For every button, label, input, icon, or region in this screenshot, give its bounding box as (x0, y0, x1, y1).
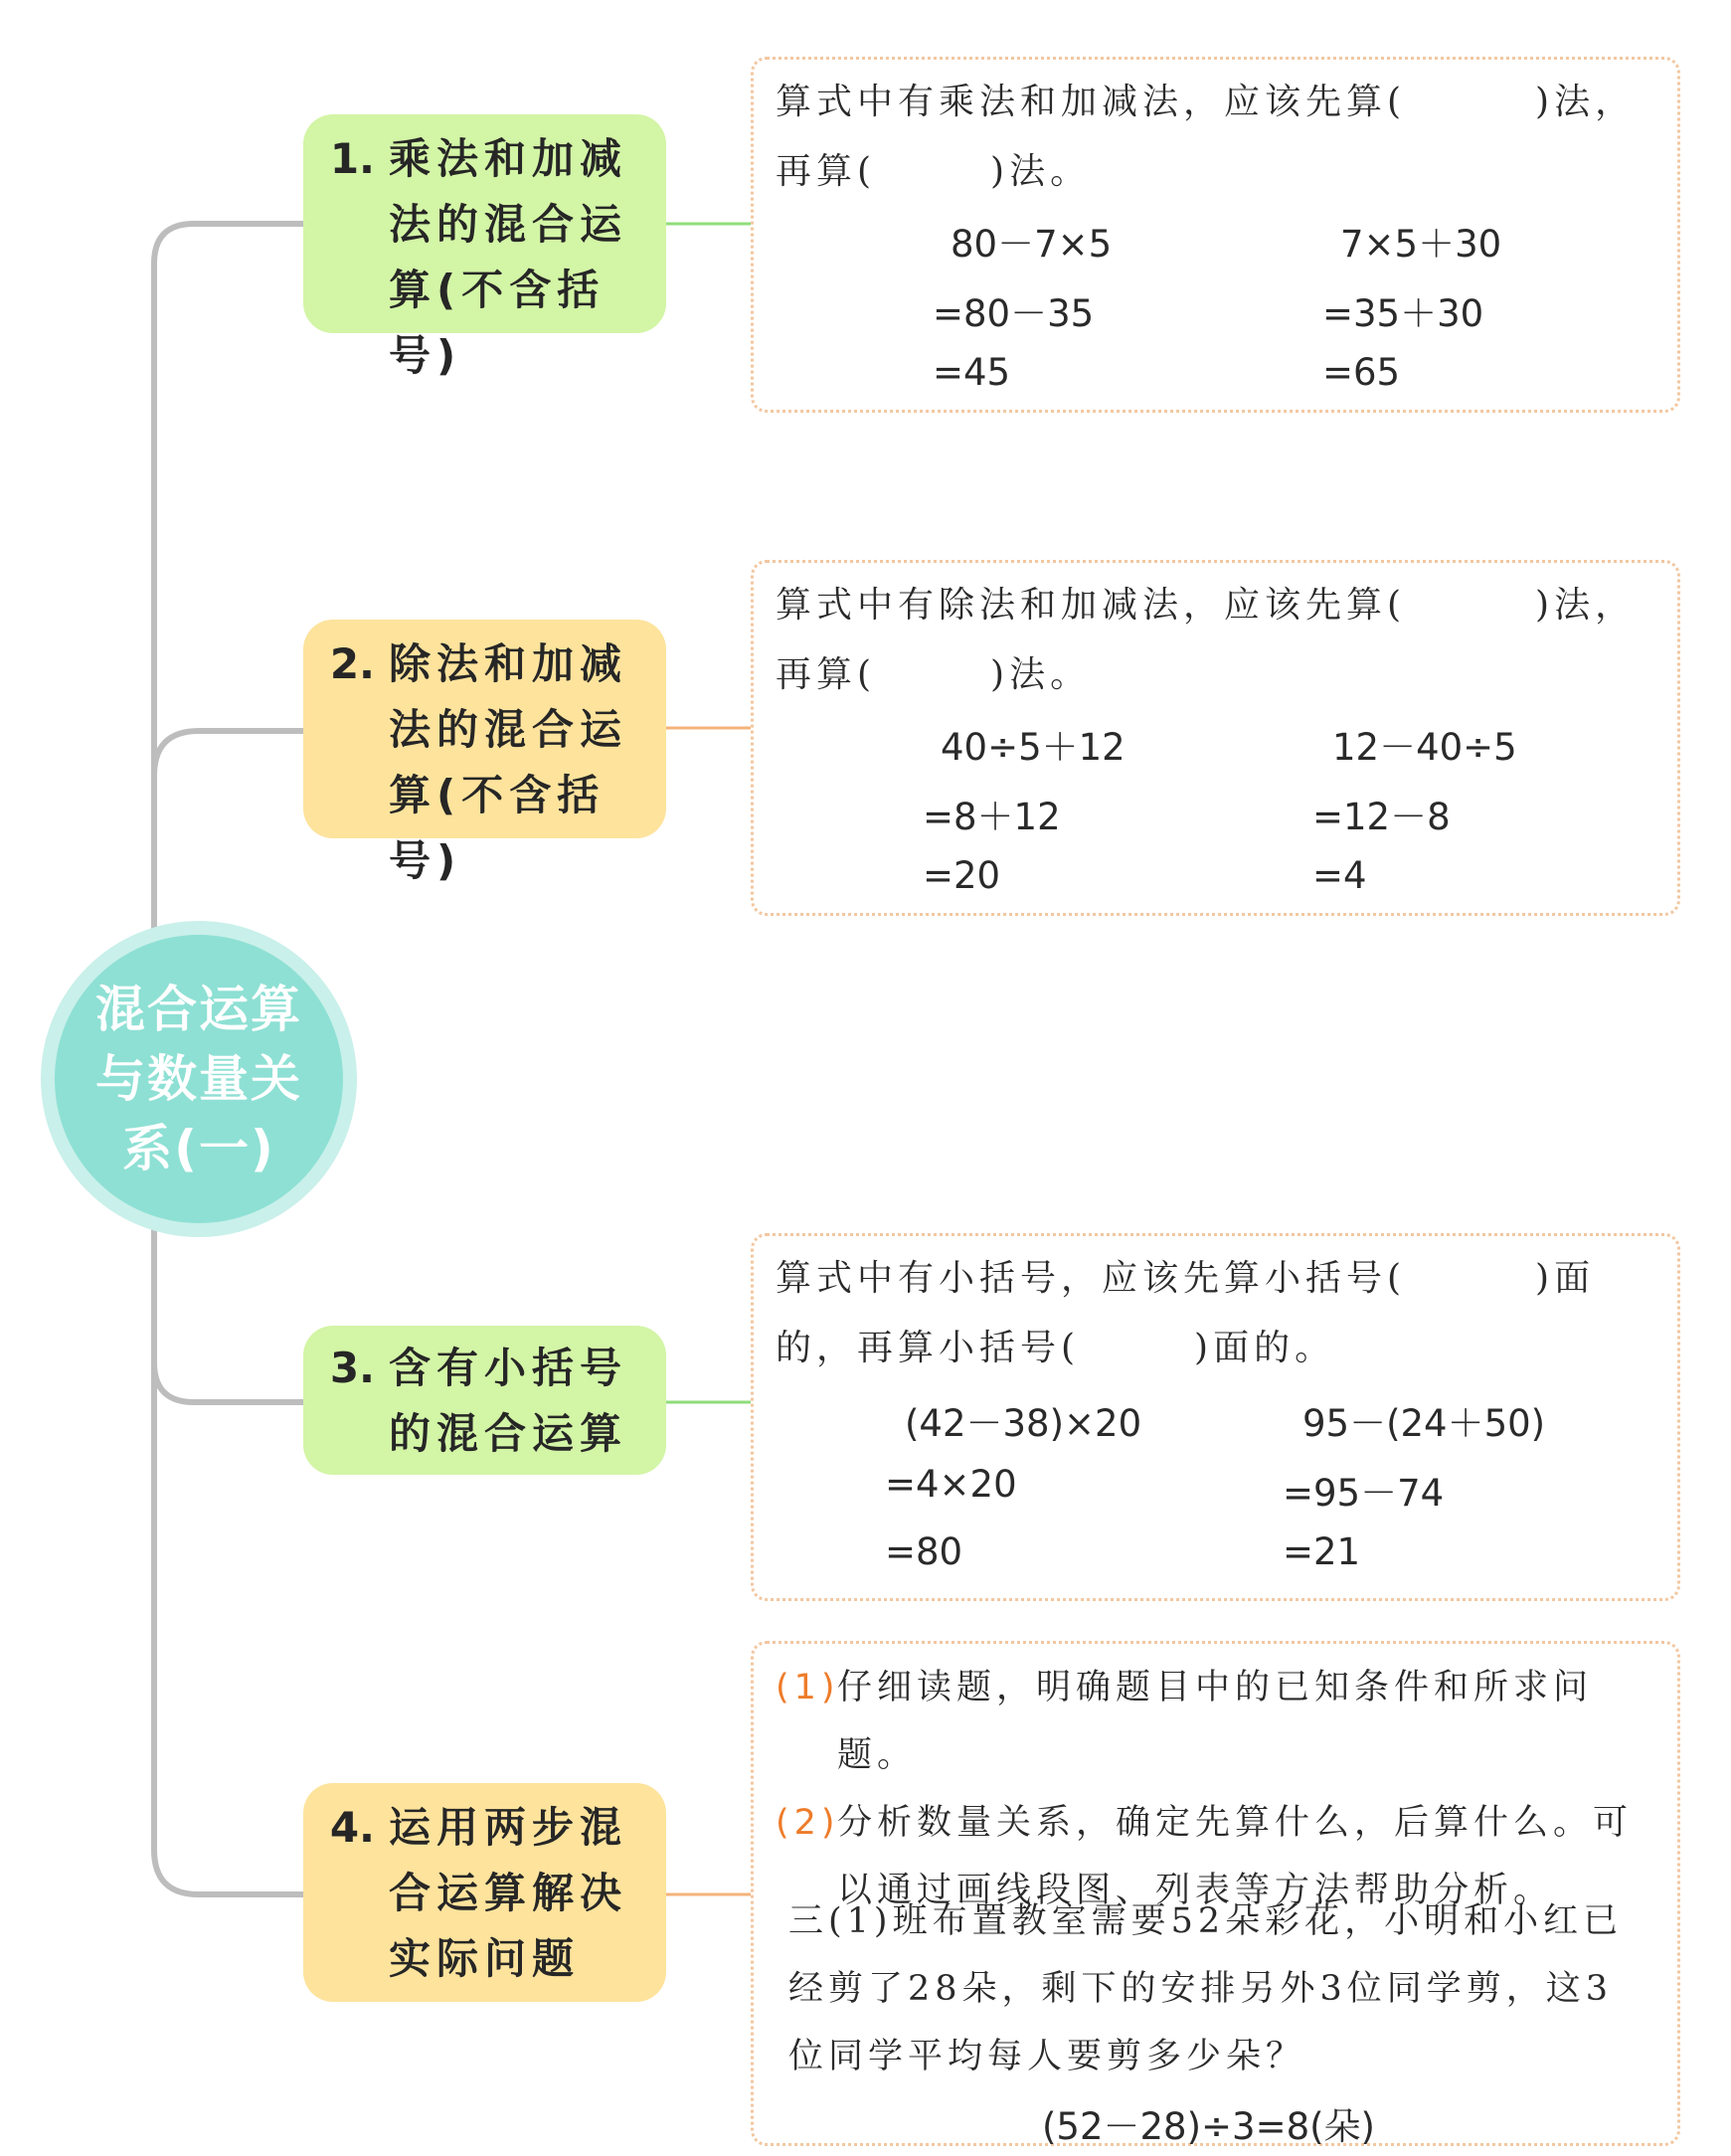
topic-number: 1. (329, 134, 375, 183)
calc-line: 80－7×5 (951, 223, 1113, 266)
calc-line: (42－38)×20 (905, 1402, 1142, 1445)
center-title: 混合运算与数量关系(一) (95, 981, 302, 1177)
calc-line: 12－40÷5 (1332, 726, 1517, 769)
calc-line: =45 (933, 351, 1011, 394)
step-text: 仔细读题，明确题目中的已知条件和所求问题。 (837, 1668, 1594, 1775)
calc-line: =80－35 (933, 292, 1095, 335)
calc-line: =21 (1283, 1530, 1361, 1573)
trunk-line (154, 1223, 303, 1402)
topic-box-2 (751, 560, 1680, 916)
calc-line: =12－8 (1312, 796, 1451, 838)
topic-number: 4. (329, 1803, 375, 1852)
calc-line: =35＋30 (1322, 292, 1484, 335)
topic-node-1 (303, 114, 666, 380)
example-problem: 三(1)班布置教室需要52朵彩花，小明和小红已经剪了28朵，剩下的安排另外3位同学剪，这3位同学平均每人要剪多少朵？ (788, 1901, 1624, 2076)
calc-line: =65 (1322, 351, 1401, 394)
calc-line: =8＋12 (923, 796, 1061, 838)
calc-line: =80 (885, 1530, 963, 1573)
topic-title: 除法和加减法的混合运算(不含括号) (389, 639, 628, 885)
calc-line: =4×20 (885, 1463, 1017, 1506)
calc-line: =20 (923, 854, 1001, 897)
topic-box-1 (751, 57, 1680, 413)
topic-node-3 (303, 1326, 666, 1475)
topic-title: 乘法和加减法的混合运算(不含括号) (389, 134, 628, 380)
step-number: (1) (776, 1668, 840, 1707)
trunk-line (154, 1362, 303, 1894)
topic-title: 运用两步混合运算解决实际问题 (389, 1803, 628, 1983)
calc-line: 7×5＋30 (1340, 223, 1502, 266)
example-answer: (52－28)÷3=8(朵) (1042, 2105, 1375, 2148)
topic-box-3 (751, 1233, 1680, 1601)
rule-text: 算式中有小括号，应该先算小括号( )面的，再算小括号( )面的。 (776, 1258, 1596, 1368)
step-number: (2) (776, 1803, 840, 1843)
topic-node-2 (303, 620, 666, 885)
trunk-line (154, 224, 303, 955)
step-item (776, 1654, 1662, 1789)
step-text: 分析数量关系，确定先算什么，后算什么。可以通过画线段图、列表等方法帮助分析。 (837, 1803, 1634, 1910)
rule-text: 算式中有乘法和加减法，应该先算( )法，再算( )法。 (776, 82, 1637, 192)
topic-number: 3. (329, 1344, 375, 1392)
topic-node-4 (303, 1783, 666, 2002)
calc-line: =95－74 (1283, 1472, 1445, 1515)
rule-text: 算式中有除法和加减法，应该先算( )法，再算( )法。 (776, 585, 1637, 695)
calc-line: =4 (1312, 854, 1367, 897)
calc-line: 40÷5＋12 (941, 726, 1125, 769)
calc-line: 95－(24＋50) (1302, 1402, 1546, 1445)
trunk-line (154, 731, 303, 776)
topic-title: 含有小括号的混合运算 (389, 1344, 628, 1458)
step-list (776, 1654, 1662, 1924)
topic-box-4 (751, 1641, 1680, 2146)
topic-number: 2. (329, 639, 375, 688)
center-topic (55, 935, 343, 1223)
